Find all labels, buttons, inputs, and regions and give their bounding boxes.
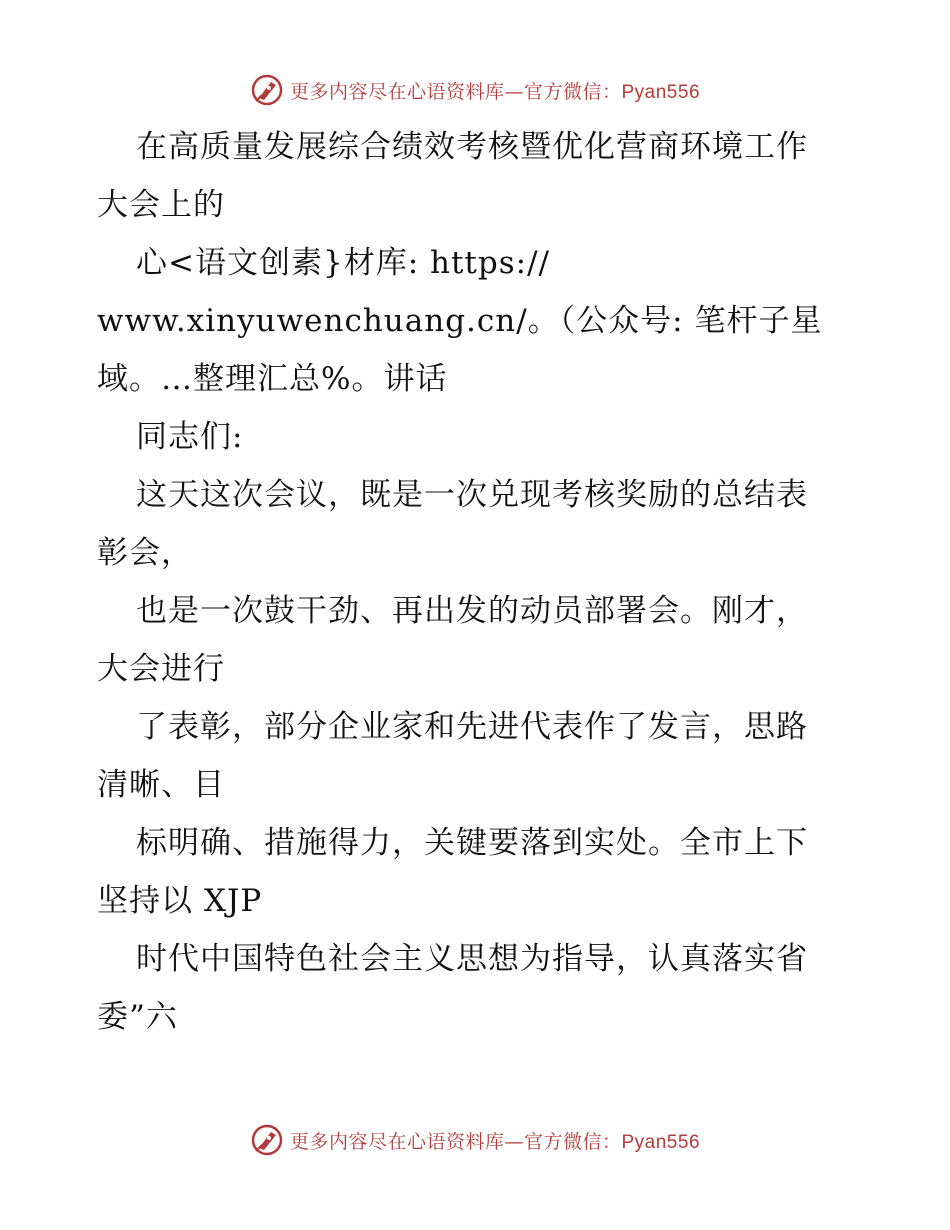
text-line: 大会进行: [97, 651, 225, 687]
text-line: 大会上的: [97, 187, 225, 223]
banner-text: [290, 1127, 700, 1154]
text-line: www.xinyuwenchuang.cn/。（公众号: 笔杆子星: [97, 303, 823, 339]
text-line: 坚持以 XJP: [97, 883, 263, 919]
text-line: 彰会，: [97, 535, 193, 571]
footer-banner: [0, 1120, 950, 1160]
banner-title: 更多内容尽在心语资料库: [289, 80, 505, 103]
text-line: 了表彰，部分企业家和先进代表作了发言，思路: [136, 709, 808, 745]
text-line: 委”六: [97, 999, 178, 1035]
text-line: 时代中国特色社会主义思想为指导，认真落实省: [136, 941, 808, 977]
banner-dash: —: [504, 80, 524, 103]
banner-dash: —: [504, 1130, 524, 1153]
text-line: 也是一次鼓干劲、再出发的动员部署会。刚才，: [136, 593, 808, 629]
header-banner: [0, 70, 950, 110]
text-line: 标明确、措施得力，关键要落到实处。全市上下: [136, 825, 808, 861]
text-line: 心<语文创素}材库: https://: [136, 245, 550, 281]
banner-title: 更多内容尽在心语资料库: [289, 1130, 505, 1153]
text-line: 域。…整理汇总%。讲话: [97, 361, 448, 397]
banner-text: [290, 77, 700, 104]
pen-nib-logo-icon: [250, 73, 284, 107]
text-line: 同志们:: [136, 419, 244, 455]
banner-wechat-id: Pyan556: [621, 1131, 701, 1153]
pen-nib-logo-icon: [250, 1123, 284, 1157]
text-line: 在高质量发展综合绩效考核暨优化营商环境工作: [136, 129, 808, 165]
banner-wechat-label: 官方微信：: [523, 1130, 622, 1153]
text-line: 这天这次会议，既是一次兑现考核奖励的总结表: [136, 477, 808, 513]
document-body: [97, 118, 857, 1046]
text-line: 清晰、目: [97, 767, 225, 803]
banner-wechat-id: Pyan556: [621, 81, 701, 103]
banner-wechat-label: 官方微信：: [523, 80, 622, 103]
